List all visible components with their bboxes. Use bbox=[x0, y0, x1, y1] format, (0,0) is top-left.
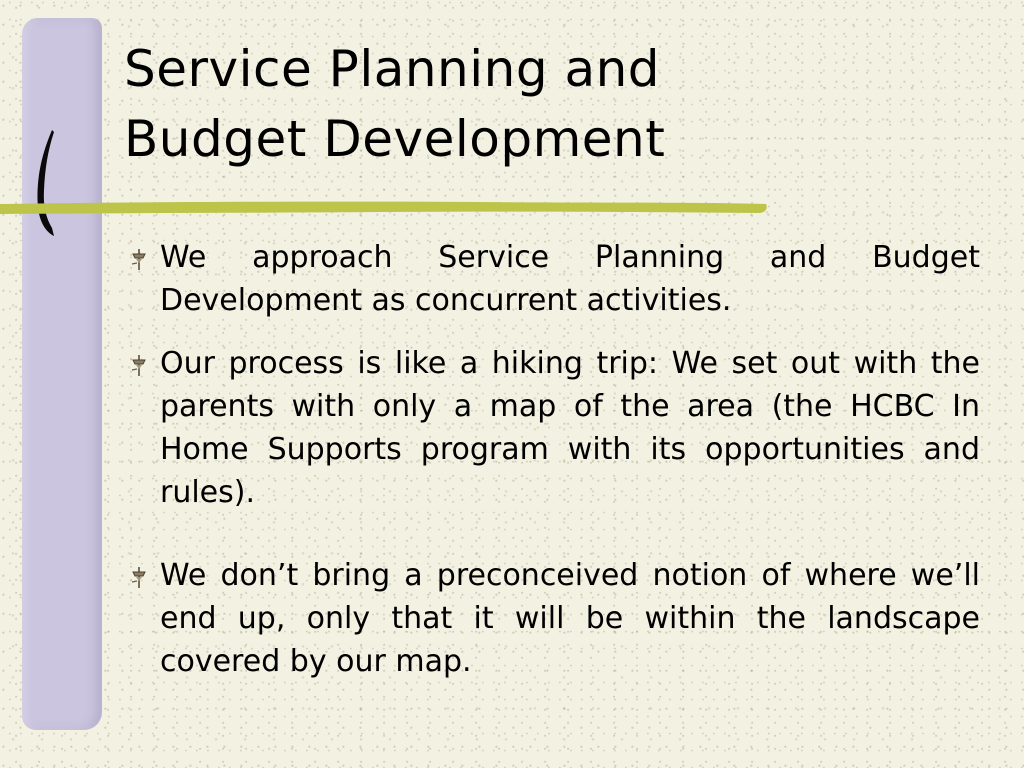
bullet-item bbox=[130, 554, 980, 683]
pushpin-icon bbox=[130, 354, 148, 378]
bullet-item bbox=[130, 342, 980, 514]
pushpin-icon bbox=[130, 248, 148, 272]
title-line-2: Budget Development bbox=[124, 110, 666, 168]
side-bar bbox=[22, 18, 102, 730]
bullet-list bbox=[130, 236, 980, 683]
pushpin-icon bbox=[130, 566, 148, 590]
title-underline bbox=[0, 196, 770, 218]
bracket-icon bbox=[34, 128, 56, 238]
bullet-text: We don’t bring a preconceived notion of where we’ll end up, only that it will be within the landscape covered by our map. bbox=[160, 558, 980, 679]
title-line-1: Service Planning and bbox=[124, 40, 661, 98]
bullet-item bbox=[130, 236, 980, 322]
slide-title bbox=[124, 34, 665, 174]
bullet-text: Our process is like a hiking trip: We set out with the parents with only a map of the area (the HCBC In Home Supports program with its opportunities and rules). bbox=[160, 346, 980, 510]
bullet-text: We approach Service Planning and Budget Development as concurrent activities. bbox=[160, 240, 980, 318]
